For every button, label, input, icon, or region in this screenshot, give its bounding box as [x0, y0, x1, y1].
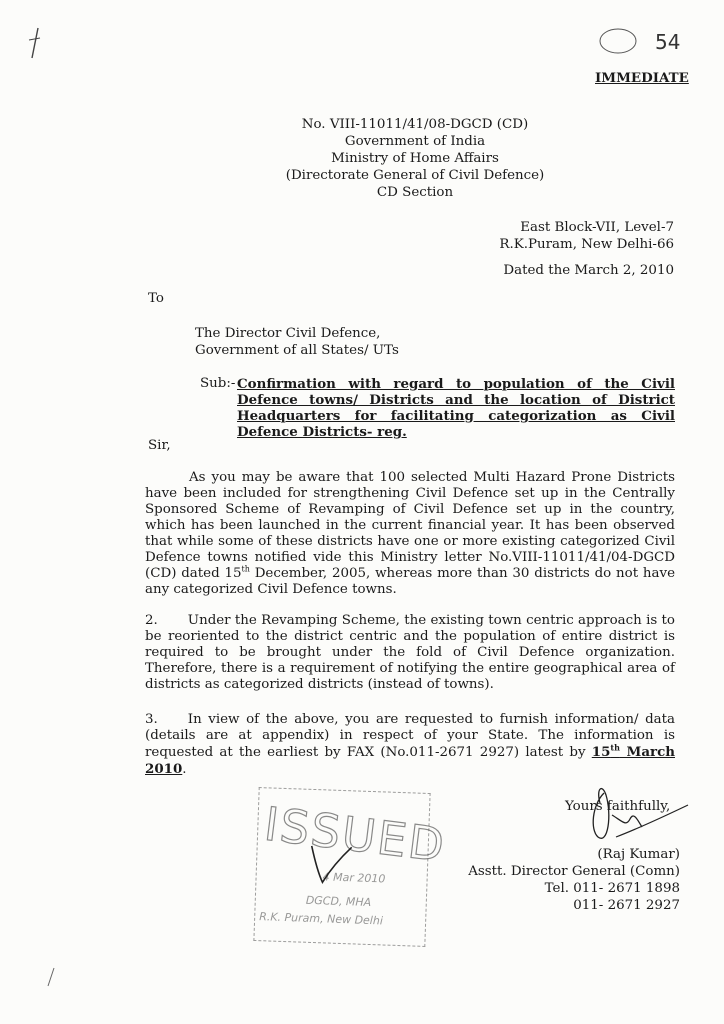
header-section: CD Section — [376, 185, 454, 200]
header-ministry: Ministry of Home Affairs — [331, 151, 499, 166]
issued-stamp — [253, 787, 449, 947]
paragraph-3 — [145, 712, 675, 778]
recipient — [195, 325, 399, 359]
address-line1: East Block-VII, Level-7 — [520, 220, 674, 235]
signatory-tel1: Tel. 011- 2671 1898 — [544, 881, 680, 896]
stamp-date: 4 Mar 2010 — [322, 870, 386, 886]
margin-mark-bottom — [44, 966, 58, 990]
to-label: To — [148, 291, 164, 306]
page-number: 54 — [655, 30, 681, 54]
margin-mark — [26, 26, 46, 62]
stamp-place: R.K. Puram, New Delhi — [258, 910, 384, 928]
signatory — [468, 846, 680, 914]
subject-label: Sub:- — [200, 376, 236, 391]
para3-text: In view of the above, you are requested to furnish information/ data (details are at appendix) in respect of your State. The information is requested at the earliest by FAX (No.011-2671 2927) latest by — [145, 712, 675, 760]
subject-block — [200, 376, 675, 440]
paragraph-2 — [145, 613, 675, 693]
page-number-circle — [598, 26, 638, 56]
para2-text: Under the Revamping Scheme, the existing town centric approach is to be reoriented to the district centric and the population of entire district is required to be brought under the fold of Civil Defence organization. Therefore, there is a requirement of notifying the entire geographical area of districts as categorized districts (instead of towns). — [145, 613, 675, 692]
header-government: Government of India — [344, 134, 486, 149]
stamp-word: ISSUED — [261, 796, 449, 873]
recipient-line2: Government of all States/ UTs — [195, 343, 399, 358]
letter-date: Dated the March 2, 2010 — [503, 263, 674, 278]
signatory-name: (Raj Kumar) — [597, 847, 680, 862]
paragraph-1 — [145, 470, 675, 598]
recipient-line1: The Director Civil Defence, — [195, 326, 381, 341]
sender-address — [499, 219, 674, 253]
para2-number: 2. — [145, 613, 158, 628]
stamp-tick — [304, 838, 356, 890]
deadline-day: 15 — [591, 744, 611, 760]
deadline-sup: th — [610, 742, 620, 753]
para1-part1: As you may be aware that 100 selected Multi Hazard Prone Districts have been included for strengthening Civil Defence set up in the Centrally Sponsored Scheme of Revamping of Civil Defence set up in the country, which has been launched in the current financial year. It has been observed that while some of these districts have one or more existing categorized Civil Defence towns notified vide this Ministry letter No.VIII-11011/41/04-DGCD (CD) dated 15 — [145, 470, 675, 581]
para3-number: 3. — [145, 712, 158, 727]
para3-end: . — [182, 762, 187, 777]
priority-label: IMMEDIATE — [595, 70, 689, 86]
address-line2: R.K.Puram, New Delhi-66 — [499, 237, 674, 252]
para1-part2: December, 2005, whereas more than 30 districts do not have any categorized Civil Defence towns. — [145, 566, 675, 597]
subject-text: Confirmation with regard to population of the Civil Defence towns/ Districts and the location of District Headquarters for facilitating categorization as Civil Defence Districts- reg. — [237, 376, 675, 440]
header-directorate: (Directorate General of Civil Defence) — [285, 168, 545, 183]
file-number: No. VIII-11011/41/08-DGCD (CD) — [301, 117, 529, 132]
deadline-rest: March 2010 — [145, 744, 675, 777]
salutation: Sir, — [148, 438, 171, 453]
signatory-designation: Asstt. Director General (Comn) — [468, 864, 680, 879]
signatory-tel2: 011- 2671 2927 — [573, 898, 680, 913]
closing: Yours faithfully, — [565, 799, 671, 814]
para1-sup: th — [241, 564, 250, 574]
letter-header — [240, 116, 590, 201]
stamp-office: DGCD, MHA — [305, 893, 372, 910]
